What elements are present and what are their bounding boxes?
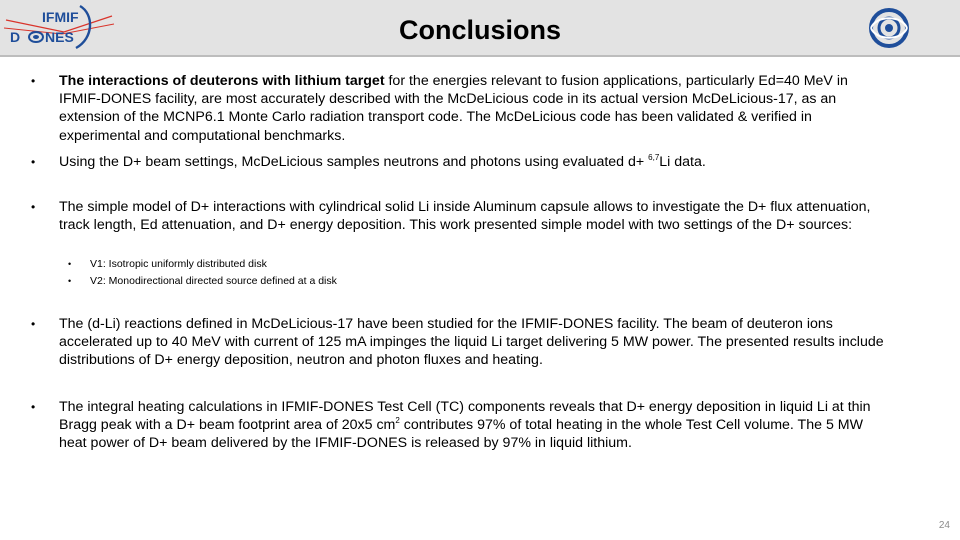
bullet-body-text: The integral heating calculations in IFMIF-DONES Test Cell (TC) components reveals that D+ energy deposition in liquid Li at thin Bragg peak with a D+ beam footprint area of 20x5 cm: [59, 399, 871, 434]
bullet-dot: •: [31, 200, 36, 214]
bullet-body-text: for the energies relevant to fusion applications, particularly Ed=40 MeV in IFMIF-DONES facility, are most accurately described with the McDeLicious code in its actual version McDeLicious-17, as an extension of the MCNP6.1 Monte Carlo radiation transport code. The McDeLicious code has been validated & verified in experimental and computational benchmarks.: [59, 73, 848, 144]
sub-bullet-text: V1: Isotropic uniformly distributed disk: [90, 258, 267, 270]
bullet-item: [31, 153, 889, 171]
sub-bullet-item: [68, 258, 267, 271]
bullet-dot: •: [68, 259, 72, 269]
bullet-text: The (d-Li) reactions defined in McDeLicious-17 have been studied for the IFMIF-DONES facility. The beam of deuteron ions accelerated up to 40 MeV with current of 125 mA impinges the liquid Li target delivering 5 MW power. The presented results include distributions of D+ energy deposition, neutron and photon fluxes and heating.: [59, 316, 884, 369]
sub-bullet-item: [68, 275, 337, 288]
unit-superscript: 2: [395, 416, 400, 426]
bullet-text: [59, 153, 889, 171]
bullet-dot: •: [31, 317, 36, 331]
bullet-item: [31, 72, 889, 145]
bullet-dot: •: [31, 74, 36, 88]
isotope-superscript: 6,7: [648, 153, 660, 162]
bullet-body-text: contributes 97% of total heating in the whole Test Cell volume. The 5 MW heat power of D+ beam delivered by the IFMIF-DONES is released by 97% in liquid lithium.: [59, 417, 863, 452]
bullet-dot: •: [68, 276, 72, 286]
bullet-dot: •: [31, 400, 36, 414]
bullet-text: [59, 398, 889, 453]
bullet-body-text: Using the D+ beam settings, McDeLicious samples neutrons and photons using evaluated d+: [59, 154, 649, 170]
bullet-dot: •: [31, 155, 36, 169]
svg-text:IFMIF: IFMIF: [42, 9, 79, 25]
bullet-body-text: Li data.: [659, 154, 706, 170]
sub-bullet-text: V2: Monodirectional directed source defined at a disk: [90, 275, 337, 287]
bullet-item: [31, 398, 889, 453]
bullet-item: [31, 198, 889, 234]
bullet-item: [31, 315, 889, 370]
svg-text:D: D: [10, 29, 21, 45]
svg-text:NES: NES: [45, 29, 74, 45]
bullet-text: [59, 72, 889, 145]
bullet-text: The simple model of D+ interactions with cylindrical solid Li inside Aluminum capsule allows to investigate the D+ flux attenuation, track length, Ed attenuation, and D+ energy deposition. This work presented simple model with two settings of the D+ sources:: [59, 199, 871, 234]
page-title: Conclusions: [398, 15, 561, 45]
page-number: 24: [938, 520, 950, 531]
bullet-bold-text: The interactions of deuterons with lithium target: [59, 73, 385, 89]
